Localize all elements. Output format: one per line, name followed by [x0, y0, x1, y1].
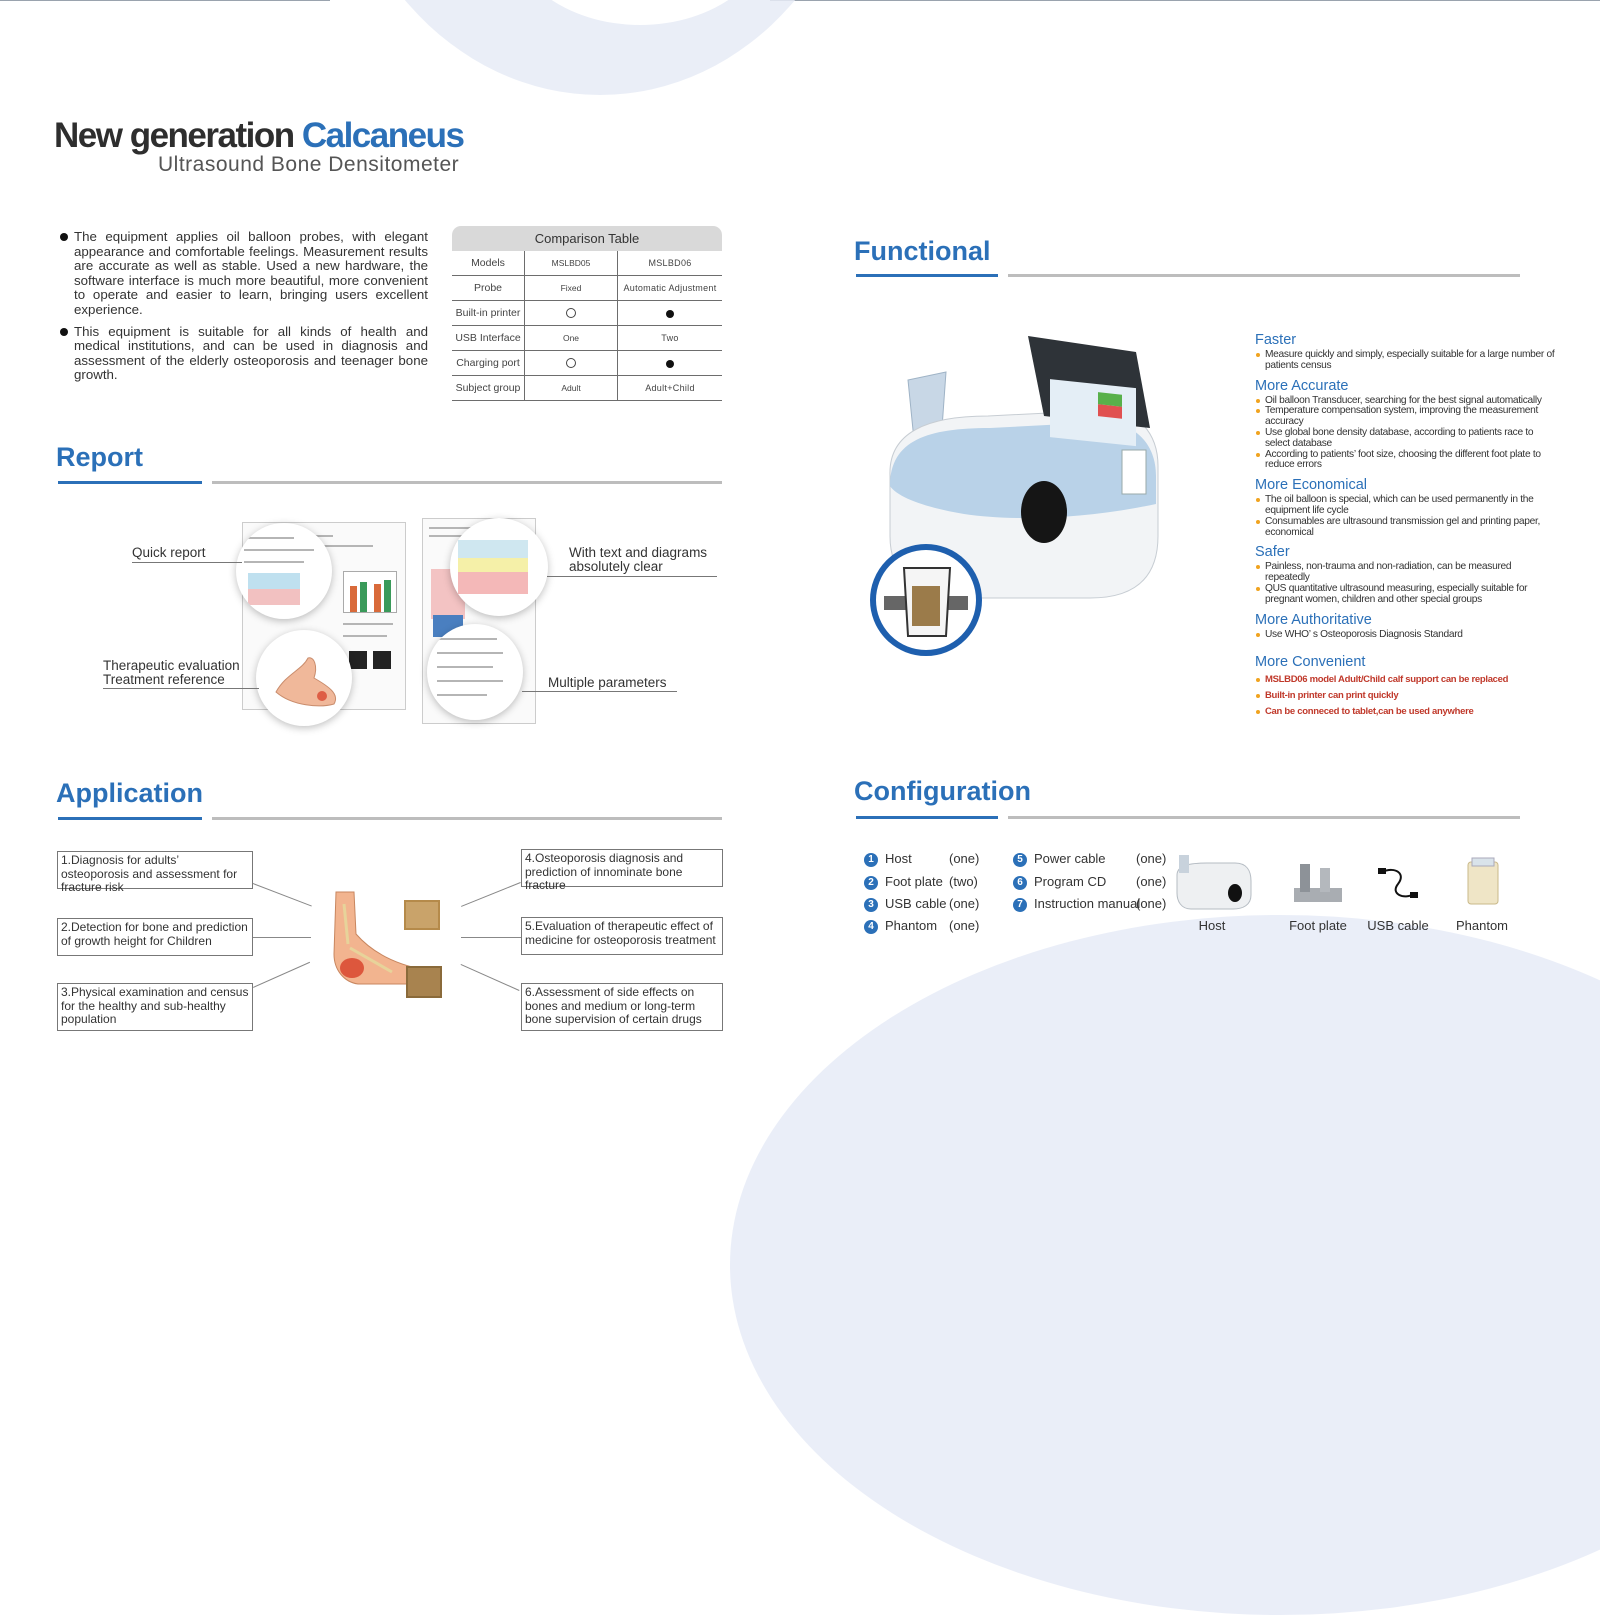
connector-line — [253, 937, 311, 938]
report-rule — [212, 481, 722, 484]
bar-chart-thumbnail — [343, 571, 397, 613]
therapeutic-label-2: Treatment reference — [103, 672, 225, 687]
comparison-table — [452, 226, 722, 401]
feature-item: According to patients’ foot size, choosing the different foot plate to reduce errors — [1255, 450, 1555, 472]
multiple-parameters-label: Multiple parameters — [548, 675, 667, 690]
report-underline — [58, 481, 202, 484]
feature-item-highlight: MSLBD06 model Adult/Child calf support can be replaced — [1255, 675, 1555, 686]
connector-line — [253, 962, 310, 988]
feature-heading: Faster — [1255, 332, 1297, 348]
feature-item: Measure quickly and simply, especially suitable for a large number of patients census — [1255, 350, 1555, 372]
foot-illustration — [256, 630, 352, 726]
table-row: Built-in printer — [452, 301, 722, 326]
parameters-bubble — [427, 624, 523, 720]
connector-line — [253, 883, 312, 907]
number-badge: 1 — [864, 853, 878, 867]
feature-item: Consumables are ultrasound transmission gel and printing paper, economical — [1255, 517, 1555, 539]
connector-line — [461, 964, 520, 991]
functional-heading: Functional — [854, 236, 991, 266]
feature-item-highlight: Can be conneced to tablet,can be used anywhere — [1255, 707, 1555, 718]
usb-cable-thumbnail-icon — [1376, 864, 1420, 904]
feature-item: Oil balloon Transducer, searching for the best signal automatically — [1255, 396, 1555, 407]
configuration-underline — [856, 816, 998, 819]
table-row: Probe Fixed Automatic Adjustment — [452, 276, 722, 301]
connector-line — [461, 882, 521, 907]
bullet-icon — [60, 233, 68, 241]
picture-label: Phantom — [1455, 918, 1509, 933]
quick-report-bubble — [236, 523, 332, 619]
number-badge: 2 — [864, 876, 878, 890]
feature-item: Use global bone density database, according to patients race to select database — [1255, 428, 1555, 450]
config-item: 6 Program CD (one) — [1013, 874, 1166, 890]
feature-heading: More Economical — [1255, 477, 1368, 494]
text-diagrams-label-2: absolutely clear — [569, 559, 663, 574]
page-subtitle: Ultrasound Bone Densitometer — [158, 153, 460, 176]
application-item: 3.Physical examination and census for the healthy and sub-healthy population — [57, 983, 253, 1031]
densitometer-device — [868, 336, 1178, 661]
feature-heading: Safer — [1255, 544, 1290, 561]
application-item: 2.Detection for bone and prediction of growth height for Children — [57, 918, 253, 956]
picture-label: USB cable — [1367, 918, 1429, 933]
empty-circle-icon — [566, 308, 576, 318]
intro-text — [56, 230, 428, 390]
config-item: 2 Foot plate (two) — [864, 874, 978, 890]
filled-circle-icon — [666, 360, 674, 368]
intro-paragraph: This equipment is suitable for all kinds of health and medical institutions, and can be used in diagnosis and assessment of the elderly osteoporosis and teenager bone growth. — [56, 325, 428, 383]
feature-item: Use WHO’ s Osteoporosis Diagnosis Standard — [1255, 630, 1555, 641]
feature-item: The oil balloon is special, which can be used permanently in the equipment life cycle — [1255, 495, 1555, 517]
picture-label: Host — [1198, 918, 1226, 933]
comparison-table-title: Comparison Table — [452, 226, 722, 251]
feature-heading: More Authoritative — [1255, 611, 1372, 628]
table-row: USB Interface One Two — [452, 326, 722, 351]
report-heading: Report — [56, 442, 143, 472]
application-item: 5.Evaluation of therapeutic effect of medicine for osteoporosis treatment — [521, 917, 723, 955]
feature-heading: More Accurate — [1255, 377, 1349, 394]
title-black: New generation — [54, 116, 294, 155]
table-row: Models MSLBD05 MSLBD06 — [452, 251, 722, 276]
intro-paragraph: The equipment applies oil balloon probes, with elegant appearance and comfortable feelings. Measurement results are accurate as well as stable. Used a new hardware, the software interface is much more beautiful, more convenient to operate and easier to learn, bringing users excellent experience. — [56, 230, 428, 318]
feature-item: QUS quantitative ultrasound measuring, especially suitable for pregnant women, children and other special groups — [1255, 584, 1555, 606]
page-title — [54, 116, 463, 156]
number-badge: 6 — [1013, 876, 1027, 890]
title-blue: Calcaneus — [301, 116, 464, 155]
phantom-thumbnail-icon — [1464, 856, 1502, 908]
background-arc-bottom — [730, 915, 1600, 1615]
functional-underline — [856, 274, 998, 277]
functional-rule — [1008, 274, 1520, 277]
leader-line — [547, 576, 717, 577]
leader-line — [132, 562, 242, 563]
foot-plate-thumbnail-icon — [1290, 862, 1346, 906]
application-item: 4.Osteoporosis diagnosis and prediction of innominate bone fracture — [521, 849, 723, 887]
top-rule-right — [770, 0, 1600, 1]
foot-bone-illustration — [322, 884, 452, 1004]
number-badge: 4 — [864, 920, 878, 934]
table-row: Charging port — [452, 351, 722, 376]
text-diagrams-label-1: With text and diagrams — [569, 545, 708, 560]
number-badge: 5 — [1013, 853, 1027, 867]
connector-line — [461, 937, 521, 938]
host-thumbnail-icon — [1173, 855, 1253, 911]
config-item: 7 Instruction manual(one) — [1013, 896, 1166, 912]
empty-circle-icon — [566, 358, 576, 368]
config-item: 3 USB cable (one) — [864, 896, 979, 912]
table-row: Subject group Adult Adult+Child — [452, 376, 722, 401]
feature-item: Painless, non-trauma and non-radiation, can be measured repeatedly — [1255, 562, 1555, 584]
barcode-thumbnail — [373, 651, 391, 669]
configuration-rule — [1008, 816, 1520, 819]
foot-bubble — [256, 630, 352, 726]
leader-line — [103, 688, 259, 689]
top-rule-left — [0, 0, 330, 1]
application-item: 6.Assessment of side effects on bones and medium or long-term bone supervision of certain drugs — [521, 983, 723, 1031]
diagram-bubble — [450, 518, 548, 616]
picture-label: Foot plate — [1289, 918, 1347, 933]
application-heading: Application — [56, 778, 203, 808]
application-underline — [58, 817, 202, 820]
configuration-heading: Configuration — [854, 776, 1031, 806]
config-item: 4 Phantom (one) — [864, 918, 979, 934]
feature-item-highlight: Built-in printer can print quickly — [1255, 691, 1555, 702]
feature-heading: More Convenient — [1255, 654, 1366, 671]
comparison-table-body — [452, 251, 722, 401]
barcode-thumbnail — [349, 651, 367, 669]
config-item: 5 Power cable (one) — [1013, 851, 1166, 867]
leader-line — [522, 691, 677, 692]
therapeutic-label-1: Therapeutic evaluation — [103, 658, 240, 673]
config-item: 1 Host (one) — [864, 851, 979, 867]
feature-item: Temperature compensation system, improving the measurement accuracy — [1255, 406, 1555, 428]
quick-report-label: Quick report — [132, 545, 206, 560]
bullet-icon — [60, 328, 68, 336]
application-item: 1.Diagnosis for adults’ osteoporosis and assessment for fracture risk — [57, 851, 253, 889]
application-rule — [212, 817, 722, 820]
filled-circle-icon — [666, 310, 674, 318]
feature-list — [1255, 326, 1555, 718]
number-badge: 3 — [864, 898, 878, 912]
number-badge: 7 — [1013, 898, 1027, 912]
